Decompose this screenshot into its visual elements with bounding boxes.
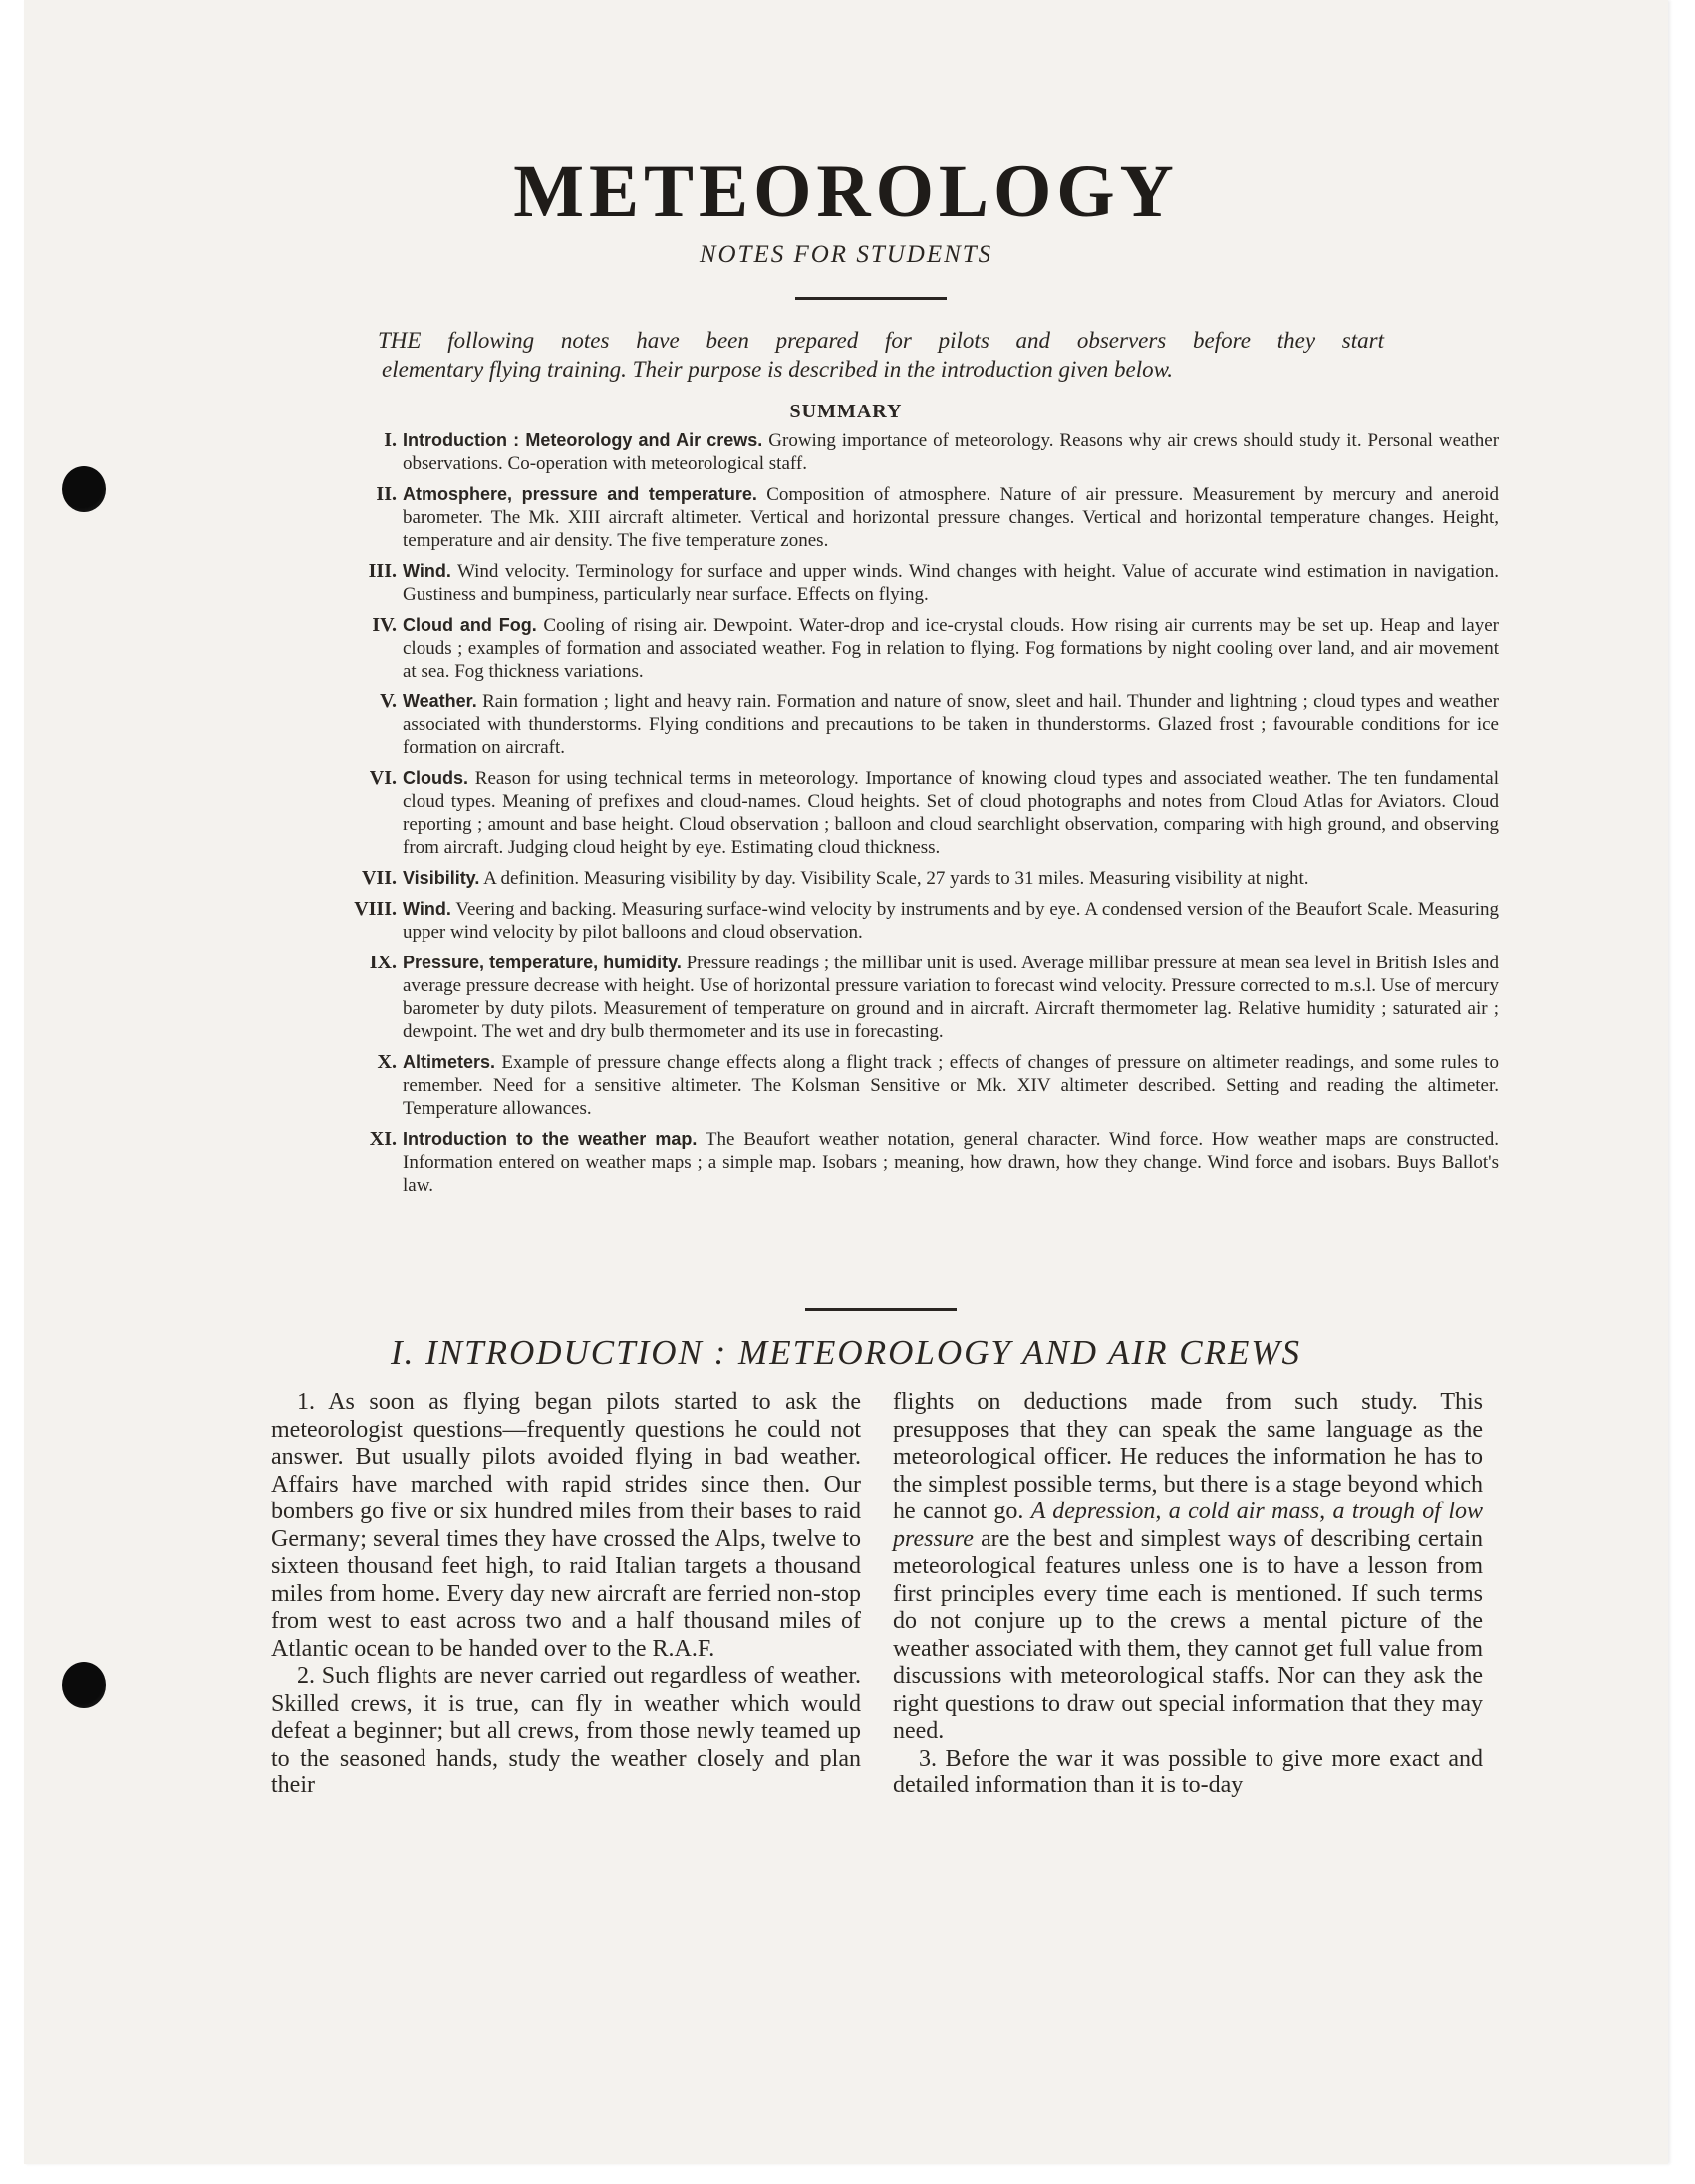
summary-item-text: Example of pressure change effects along a flight track ; effects of changes of pressure on altimeter readings, and some rules to remember. Need for a sensitive altimeter. The Kolsman Sensitive or Mk. XIV altimeter described. Setting and reading the altimeter. Temperature allowances. [403, 1052, 1499, 1119]
section-title: I. INTRODUCTION : METEOROLOGY AND AIR CREWS [390, 1333, 1302, 1372]
summary-item [361, 867, 1499, 890]
summary-item-number: III. [368, 560, 397, 582]
summary-item-number: IV. [372, 614, 397, 636]
summary-item-heading: Introduction to the weather map. [403, 1129, 698, 1149]
summary-item [376, 483, 1499, 552]
summary-item-heading: Wind. [403, 561, 451, 581]
paragraph-2: 2. Such flights are never carried out regardless of weather. Skilled crews, it is true, can fly in weather which would defeat a beginner; but all crews, from those newly teamed up to the seasoned hands, study the weather closely and plan their [271, 1663, 861, 1798]
paragraph-2-continued-text-a: flights on deductions made from such study. This presupposes that they can speak the same language as the meteorological officer. He reduces the information he has to the simplest possible terms, but there is a stage beyond which he cannot go. [893, 1389, 1483, 1524]
summary-item-heading: Cloud and Fog. [403, 615, 537, 635]
summary-item-heading: Altimeters. [403, 1052, 496, 1072]
left-column [271, 1389, 861, 1800]
summary-item [377, 1051, 1499, 1120]
document-page [24, 0, 1668, 2164]
summary-item-heading: Weather. [403, 691, 477, 711]
summary-item [368, 560, 1499, 606]
summary-item-number: X. [377, 1051, 397, 1073]
intro-note-line-2: elementary flying training. Their purpose is described in the introduction given below. [382, 357, 1174, 382]
punch-hole-top [62, 466, 106, 512]
summary-item-heading: Visibility. [403, 868, 480, 888]
page-title: METEOROLOGY [513, 150, 1179, 233]
paragraph-2-continued-text-b: are the best and simplest ways of describing certain meteorological features unless one is to have a lesson from first principles every time each is mentioned. If such terms do not conjure up to the crews a mental picture of the weather associated with them, they cannot get full value from discussions with meteorological staffs. Nor can they ask the right questions to draw out special information that they may need. [893, 1525, 1484, 1744]
summary-item-text: Rain formation ; light and heavy rain. Formation and nature of snow, sleet and hail. Thunder and lightning ; cloud types and weather associated with thunderstorms. Flying conditions and precautions to be taken in thunderstorms. Glazed frost ; favourable conditions for ice formation on aircraft. [403, 691, 1500, 758]
paragraph-1: 1. As soon as flying began pilots started to ask the meteorologist questions—frequently questions he could not answer. But usually pilots avoided flying in bad weather. Affairs have marched with rapid strides since then. Our bombers go five or six hundred miles from their bases to raid Germany; several times they have crossed the Alps, twelve to sixteen thousand feet high, to raid Italian targets a thousand miles from home. Every day new aircraft are ferried non-stop from west to east across two and a half thousand miles of Atlantic ocean to be handed over to the R.A.F. [271, 1389, 861, 1662]
summary-item-number: VII. [361, 867, 397, 889]
section-divider [805, 1308, 957, 1311]
intro-note [378, 326, 1384, 384]
punch-hole-bottom [62, 1662, 106, 1708]
summary-item [369, 767, 1499, 859]
summary-item-text: Cooling of rising air. Dewpoint. Water-drop and ice-crystal clouds. How rising air currents may be set up. Heap and layer clouds ; examples of formation and associated weather. Fog in relation to flying. Fog formations by night cooling over land, and air movement at sea. Fog thickness variations. [403, 615, 1499, 682]
summary-item-text: Pressure readings ; the millibar unit is used. Average millibar pressure at mean sea level in British Isles and average pressure decrease with height. Use of horizontal pressure variation to forecast wind velocity. Pressure corrected to m.s.l. Use of mercury barometer by duty pilots. Measurement of temperature on ground and in aircraft. Aircraft thermometer lag. Relative humidity ; saturated air ; dewpoint. The wet and dry bulb thermometer and its use in forecasting. [403, 953, 1500, 1042]
summary-item [369, 952, 1500, 1043]
summary-item-number: XI. [369, 1128, 397, 1150]
summary-item-number: VI. [369, 767, 397, 789]
summary-item-text: Reason for using technical terms in meteorology. Importance of knowing cloud types and associated weather. The ten fundamental cloud types. Meaning of prefixes and cloud-names. Cloud heights. Set of cloud photographs and notes from Cloud Atlas for Aviators. Cloud reporting ; amount and base height. Cloud observation ; balloon and cloud searchlight observation, comparing with high ground, and observing from aircraft. Judging cloud height by eye. Estimating cloud thickness. [403, 768, 1499, 858]
summary-item [384, 429, 1500, 475]
summary-item-heading: Introduction : Meteorology and Air crews. [403, 430, 763, 450]
summary-item-text: Composition of atmosphere. Nature of air pressure. Measurement by mercury and aneroid barometer. The Mk. XIII aircraft altimeter. Vertical and horizontal pressure changes. Vertical and horizontal temperature changes. Height, temperature and air density. The five temperature zones. [403, 484, 1499, 551]
summary-item-number: IX. [369, 952, 397, 973]
paragraph-3: 3. Before the war it was possible to give more exact and detailed information than it is to-day [893, 1745, 1483, 1798]
summary-item-number: II. [376, 483, 397, 505]
summary-item-text: Veering and backing. Measuring surface-wind velocity by instruments and by eye. A condensed version of the Beaufort Scale. Measuring upper wind velocity by pilot balloons and cloud observation. [403, 899, 1499, 943]
summary-item [380, 690, 1500, 759]
summary-item-heading: Pressure, temperature, humidity. [403, 953, 682, 972]
summary-item-heading: Atmosphere, pressure and temperature. [403, 484, 757, 504]
summary-item-number: V. [380, 690, 397, 712]
summary-list [354, 429, 1500, 1205]
summary-heading: SUMMARY [789, 401, 903, 422]
summary-item-number: VIII. [354, 898, 397, 920]
right-column [893, 1389, 1483, 1800]
summary-item [369, 1128, 1500, 1197]
summary-item-text: Growing importance of meteorology. Reasons why air crews should study it. Personal weather observations. Co-operation with meteorological staff. [403, 430, 1500, 474]
summary-item [354, 898, 1499, 944]
summary-item-number: I. [384, 429, 397, 451]
page-subtitle: NOTES FOR STUDENTS [699, 241, 993, 268]
summary-item-text: A definition. Measuring visibility by day. Visibility Scale, 27 yards to 31 miles. Measuring visibility at night. [483, 868, 1309, 889]
summary-item-text: Wind velocity. Terminology for surface and upper winds. Wind changes with height. Value of accurate wind estimation in navigation. Gustiness and bumpiness, particularly near surface. Effects on flying. [403, 561, 1499, 605]
summary-item-text: The Beaufort weather notation, general character. Wind force. How weather maps are constructed. Information entered on weather maps ; a simple map. Isobars ; meaning, how drawn, how they change. Wind force and isobars. Buys Ballot's law. [403, 1129, 1500, 1196]
title-divider [795, 297, 947, 300]
summary-item-heading: Clouds. [403, 768, 468, 788]
summary-item-heading: Wind. [403, 899, 451, 919]
summary-item [372, 614, 1499, 682]
italic-terms: A depression, a cold air mass, a trough of low pressure [893, 1499, 1484, 1552]
intro-note-line-1: THE following notes have been prepared for pilots and observers before they start [378, 328, 1384, 353]
paragraph-2-continued [893, 1389, 1483, 1746]
